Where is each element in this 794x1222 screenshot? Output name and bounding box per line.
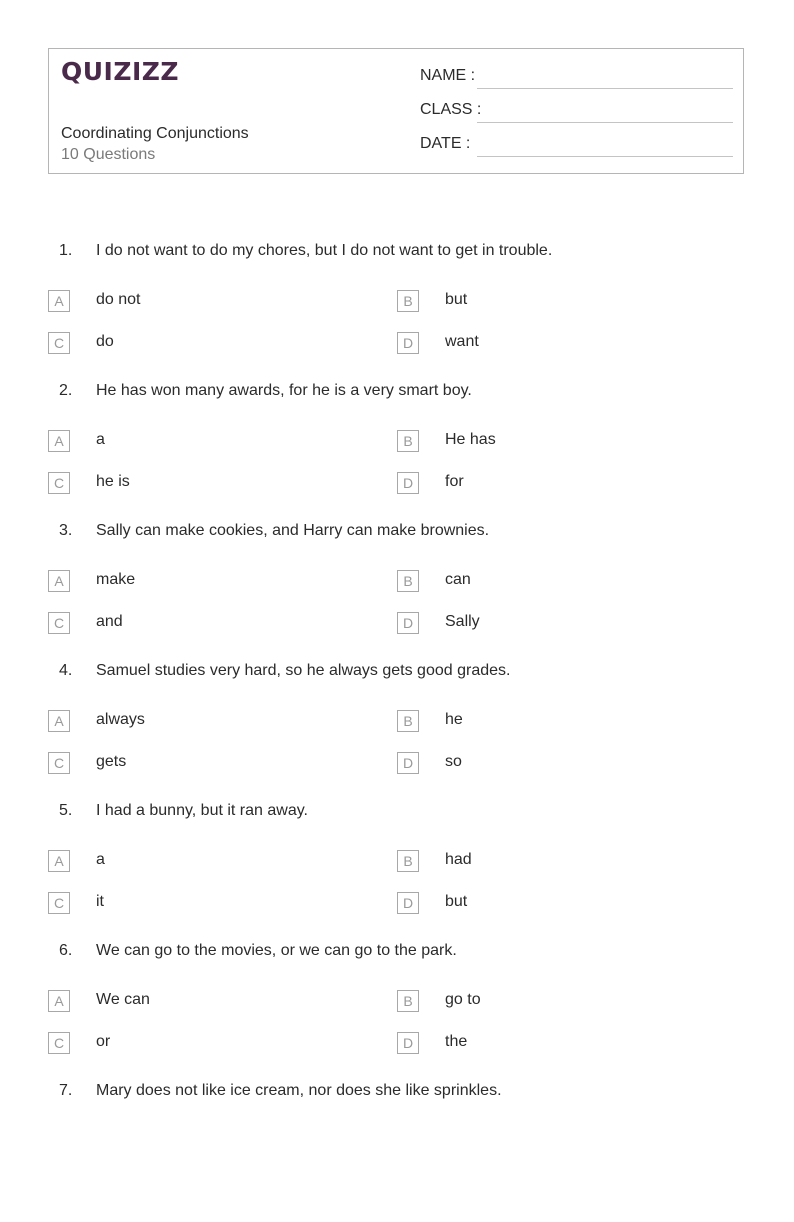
question-item (0, 662, 794, 802)
question-text: I do not want to do my chores, but I do not want to get in trouble. (96, 242, 553, 259)
answer-option[interactable] (397, 1032, 697, 1056)
answer-option[interactable] (48, 612, 348, 636)
answer-option[interactable] (48, 892, 348, 916)
date-line[interactable] (477, 156, 733, 157)
option-text: and (96, 613, 123, 630)
option-text: but (445, 291, 468, 308)
date-field[interactable] (420, 135, 733, 157)
option-letter-box[interactable]: D (397, 612, 419, 634)
question-item (0, 382, 794, 522)
worksheet-title: Coordinating Conjunctions (61, 125, 249, 142)
option-letter-box[interactable]: D (397, 332, 419, 354)
option-letter-box[interactable]: B (397, 430, 419, 452)
answer-option[interactable] (397, 850, 697, 874)
question-text: Mary does not like ice cream, nor does she like sprinkles. (96, 1082, 502, 1099)
option-letter-box[interactable]: C (48, 752, 70, 774)
option-text: do (96, 333, 114, 350)
option-text: so (445, 753, 462, 770)
question-text: He has won many awards, for he is a very smart boy. (96, 382, 472, 399)
option-letter-box[interactable]: A (48, 570, 70, 592)
question-number: 4. (59, 662, 73, 679)
answer-option[interactable] (397, 472, 697, 496)
option-text: he (445, 711, 463, 728)
name-line[interactable] (477, 88, 733, 89)
question-text: Sally can make cookies, and Harry can make brownies. (96, 522, 490, 539)
answer-option[interactable] (48, 570, 348, 594)
option-text: the (445, 1033, 468, 1050)
option-text: Sally (445, 613, 480, 630)
option-text: make (96, 571, 136, 588)
answer-option[interactable] (397, 430, 697, 454)
question-number: 5. (59, 802, 73, 819)
option-text: do not (96, 291, 141, 308)
option-text: a (96, 851, 105, 868)
name-field[interactable] (420, 67, 733, 89)
option-text: had (445, 851, 472, 868)
question-item (0, 942, 794, 1082)
question-number: 7. (59, 1082, 73, 1099)
option-letter-box[interactable]: C (48, 892, 70, 914)
option-letter-box[interactable]: C (48, 1032, 70, 1054)
question-item (0, 242, 794, 382)
option-letter-box[interactable]: A (48, 290, 70, 312)
class-label: CLASS : (420, 101, 482, 118)
option-text: always (96, 711, 145, 728)
option-text: or (96, 1033, 111, 1050)
question-item (0, 802, 794, 942)
answer-option[interactable] (48, 752, 348, 776)
option-letter-box[interactable]: C (48, 472, 70, 494)
answer-option[interactable] (48, 850, 348, 874)
answer-option[interactable] (48, 990, 348, 1014)
answer-option[interactable] (48, 290, 348, 314)
option-text: for (445, 473, 464, 490)
option-letter-box[interactable]: A (48, 850, 70, 872)
option-letter-box[interactable]: A (48, 430, 70, 452)
class-field[interactable] (420, 101, 733, 123)
answer-option[interactable] (48, 430, 348, 454)
option-letter-box[interactable]: D (397, 472, 419, 494)
option-letter-box[interactable]: D (397, 752, 419, 774)
option-letter-box[interactable]: C (48, 612, 70, 634)
option-letter-box[interactable]: A (48, 990, 70, 1012)
option-text: he is (96, 473, 130, 490)
question-text: I had a bunny, but it ran away. (96, 802, 308, 819)
answer-option[interactable] (397, 570, 697, 594)
question-number: 2. (59, 382, 73, 399)
option-text: want (445, 333, 479, 350)
answer-option[interactable] (48, 332, 348, 356)
question-item (0, 1082, 794, 1222)
question-number: 6. (59, 942, 73, 959)
answer-option[interactable] (397, 752, 697, 776)
question-item (0, 522, 794, 662)
option-text: gets (96, 753, 127, 770)
option-letter-box[interactable]: B (397, 850, 419, 872)
answer-option[interactable] (397, 612, 697, 636)
option-letter-box[interactable]: B (397, 710, 419, 732)
answer-option[interactable] (397, 290, 697, 314)
option-text: but (445, 893, 468, 910)
answer-option[interactable] (48, 472, 348, 496)
option-letter-box[interactable]: B (397, 290, 419, 312)
date-label: DATE : (420, 135, 471, 152)
question-number: 1. (59, 242, 73, 259)
option-letter-box[interactable]: D (397, 892, 419, 914)
question-count: 10 Questions (61, 146, 156, 163)
answer-option[interactable] (48, 710, 348, 734)
answer-option[interactable] (397, 710, 697, 734)
option-letter-box[interactable]: B (397, 570, 419, 592)
option-text: it (96, 893, 104, 910)
answer-option[interactable] (397, 892, 697, 916)
option-text: He has (445, 431, 496, 448)
name-label: NAME : (420, 67, 476, 84)
question-text: We can go to the movies, or we can go to the park. (96, 942, 457, 959)
answer-option[interactable] (397, 332, 697, 356)
option-text: can (445, 571, 471, 588)
option-text: go to (445, 991, 481, 1008)
question-number: 3. (59, 522, 73, 539)
option-letter-box[interactable]: C (48, 332, 70, 354)
quizizz-logo: QUIZIZZ (61, 57, 180, 86)
option-text: a (96, 431, 105, 448)
option-text: We can (96, 991, 150, 1008)
answer-option[interactable] (48, 1032, 348, 1056)
question-text: Samuel studies very hard, so he always gets good grades. (96, 662, 511, 679)
option-letter-box[interactable]: B (397, 990, 419, 1012)
class-line[interactable] (477, 122, 733, 123)
option-letter-box[interactable]: A (48, 710, 70, 732)
worksheet-header (48, 48, 744, 174)
option-letter-box[interactable]: D (397, 1032, 419, 1054)
answer-option[interactable] (397, 990, 697, 1014)
